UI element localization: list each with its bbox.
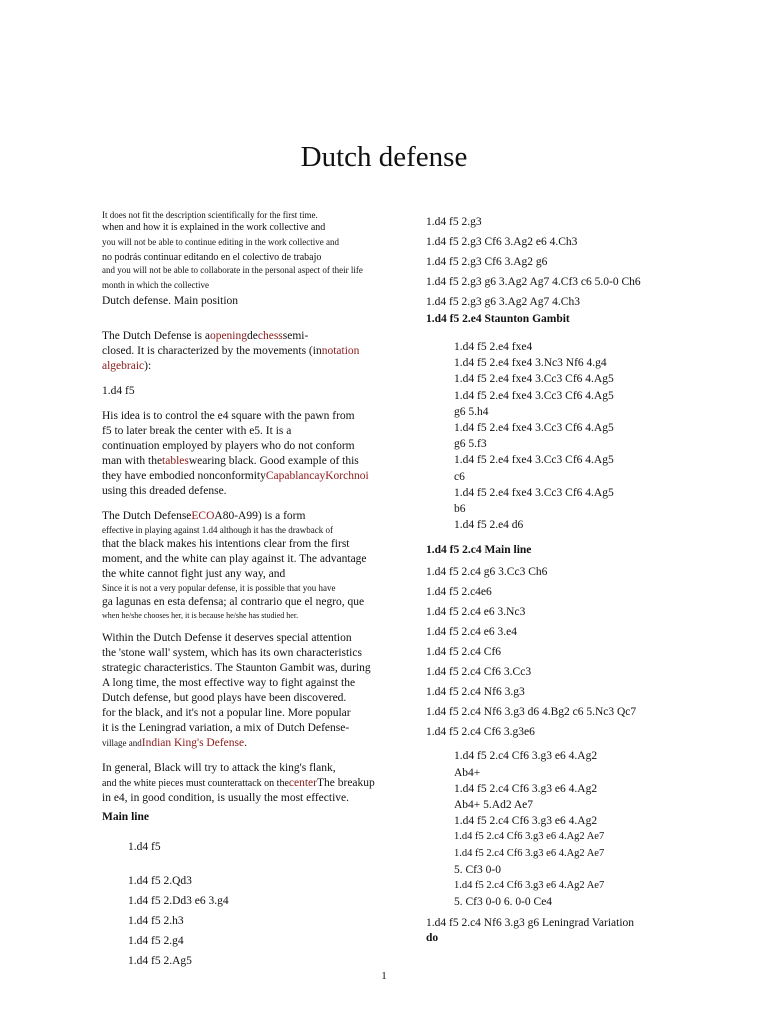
move-text: 1.d4 f5 2.c4 Cf6 3.g3 e6 4.Ag2 Ae7 [454, 847, 605, 859]
main-line-move: 1.d4 f5 2.g4 [128, 935, 184, 947]
move-text: 5. Cf3 0-0 [454, 863, 501, 876]
move-line [454, 388, 676, 420]
move-text: 1.d4 f5 2.e4 fxe4 3.Cc3 Cf6 4.Ag5 [454, 422, 614, 435]
paragraph-text: wearing black. Good example of this [188, 455, 359, 467]
notice-line: It does not fit the description scientifically for the first time. [102, 210, 318, 220]
left-column [102, 210, 394, 971]
main-line-heading: Main line [102, 811, 149, 823]
move-line [454, 829, 676, 845]
paragraph-line: Dutch defense, but good plays have been discovered. [102, 692, 347, 704]
move-line: 1.d4 f5 2.g3 g6 3.Ag2 Ag7 4.Ch3 [426, 296, 580, 308]
paragraph-line: using this dreaded defense. [102, 485, 227, 497]
notice-line: you will not be able to continue editing in the work collective and [102, 237, 339, 247]
link-center[interactable]: center [288, 777, 317, 789]
staunton-lines [426, 339, 676, 533]
move-line [454, 517, 676, 533]
link-chess[interactable]: chess [257, 330, 283, 342]
link-opening[interactable]: opening [209, 330, 247, 342]
move-text: g6 5.h4 [454, 405, 489, 418]
move-text: 1.d4 f5 2.c4 Cf6 3.g3 e6 4.Ag2 Ae7 [454, 880, 605, 892]
move-line: 1.d4 f5 2.c4 e6 3.e4 [426, 626, 518, 639]
c4-lines [426, 562, 676, 742]
idea-paragraph [102, 409, 394, 499]
move-text: 1.d4 f5 2.e4 d6 [454, 519, 524, 532]
paragraph-text: and the white pieces must counterattack on the [102, 778, 289, 789]
move-line [454, 420, 676, 452]
main-line-move: 1.d4 f5 2.h3 [128, 915, 184, 927]
notice-line: no podrás continuar editando en el colectivo de trabajo [102, 252, 322, 263]
move-text: 1.d4 f5 2.c4 Cf6 3.g3 e6 4.Ag2 [454, 815, 598, 828]
move-text: 5. Cf3 0-0 6. 0-0 Ce4 [454, 896, 553, 909]
move-line: 1.d4 f5 2.c4 Cf6 3.g3e6 [426, 726, 535, 739]
paragraph-text: man with the [102, 455, 163, 467]
link-tables[interactable]: tables [162, 455, 189, 467]
eco-paragraph [102, 509, 394, 621]
staunton-heading: 1.d4 f5 2.e4 Staunton Gambit [426, 313, 570, 325]
move-text: Ab4+ [454, 766, 481, 779]
link-y[interactable]: y [319, 470, 326, 482]
paragraph-line: ga lagunas en esta defensa; al contrario que el negro, que [102, 596, 365, 608]
paragraph-line: the white cannot fight just any way, and [102, 568, 286, 580]
paragraph-line: Within the Dutch Defense it deserves special attention [102, 632, 352, 644]
move-line [454, 748, 676, 780]
move-line [454, 339, 676, 355]
move-line: 1.d4 f5 2.c4 e6 3.Nc3 [426, 606, 526, 619]
paragraph-line: Since it is not a very popular defense, it is possible that you have [102, 583, 336, 593]
paragraph-line: In general, Black will try to attack the king's flank, [102, 762, 336, 774]
notice-box [102, 210, 394, 294]
link-eco[interactable]: ECO [191, 510, 215, 522]
move-line: 1.d4 f5 2.c4e6 [426, 586, 492, 599]
paragraph-text: . [244, 737, 247, 749]
main-line-move: 1.d4 f5 2.Dd3 e6 3.g4 [128, 895, 229, 907]
move-line: 1.d4 f5 2.g3 Cf6 3.Ag2 g6 [426, 256, 548, 268]
move-line [454, 878, 676, 910]
move-line: 1.d4 f5 2.c4 Cf6 [426, 646, 502, 659]
intro-text: semi- [282, 330, 309, 342]
stonewall-paragraph [102, 631, 394, 751]
move-line [454, 846, 676, 878]
move-line: 1.d4 f5 2.c4 Nf6 3.g3 d6 4.Bg2 c6 5.Nc3 Qc7 [426, 706, 637, 719]
intro-text: ): [144, 360, 152, 372]
flank-paragraph [102, 761, 394, 806]
leningrad-line: 1.d4 f5 2.c4 Nf6 3.g3 g6 Leningrad Variation [426, 917, 635, 930]
main-line-move: 1.d4 f5 2.Ag5 [128, 955, 192, 967]
paragraph-text: The Dutch Defense [102, 510, 192, 522]
move-text: 1.d4 f5 2.e4 fxe4 3.Cc3 Cf6 4.Ag5 [454, 454, 614, 467]
move-text: 1.d4 f5 2.e4 fxe4 [454, 341, 533, 353]
paragraph-line: that the black makes his intentions clear from the first [102, 538, 350, 550]
move-line: 1.d4 f5 2.g3 Cf6 3.Ag2 e6 4.Ch3 [426, 236, 578, 248]
move-line [454, 452, 676, 484]
link-notation[interactable]: notation [321, 345, 360, 357]
paragraph-text: The breakup [316, 777, 375, 789]
move-line: 1.d4 f5 2.g3 [426, 216, 482, 228]
move-text: 1.d4 f5 2.c4 Cf6 3.g3 e6 4.Ag2 Ae7 [454, 831, 605, 843]
paragraph-line: A long time, the most effective way to fight against the [102, 677, 356, 689]
paragraph-line: continuation employed by players who do not conform [102, 440, 355, 452]
link-indian-kings-defense[interactable]: Indian King's Defense [141, 737, 245, 749]
move-text: g6 5.f3 [454, 438, 487, 451]
move-text: c6 [454, 470, 465, 483]
move-line: 1.d4 f5 2.c4 Nf6 3.g3 [426, 686, 525, 699]
main-line-list [102, 871, 394, 971]
page-title: Dutch defense [300, 141, 468, 174]
paragraph-line: it is the Leningrad variation, a mix of Dutch Defense- [102, 722, 350, 734]
paragraph-line: for the black, and it's not a popular line. More popular [102, 707, 351, 719]
c4-heading: 1.d4 f5 2.c4 Main line [426, 544, 532, 557]
intro-text: de [247, 330, 258, 342]
paragraph-line: moment, and the white can play against it. The advantage [102, 553, 367, 565]
move-line: 1.d4 f5 2.c4 Cf6 3.Cc3 [426, 666, 532, 679]
move-text: 1.d4 f5 2.e4 fxe4 3.Cc3 Cf6 4.Ag5 [454, 486, 614, 499]
paragraph-text: they have embodied nonconformity [102, 470, 266, 482]
first-move: 1.d4 f5 [102, 385, 135, 397]
move-line [454, 813, 676, 829]
move-line: 1.d4 f5 2.c4 g6 3.Cc3 Ch6 [426, 566, 548, 579]
page-number: 1 [381, 970, 387, 982]
main-line-move: 1.d4 f5 2.Qd3 [128, 875, 192, 887]
move-text: 1.d4 f5 2.e4 fxe4 3.Nc3 Nf6 4.g4 [454, 357, 607, 370]
paragraph-line: strategic characteristics. The Staunton Gambit was, during [102, 662, 371, 674]
move-text: Ab4+ 5.Ad2 Ae7 [454, 799, 533, 812]
paragraph-text: A80-A99) is a form [214, 510, 306, 522]
move-line [454, 781, 676, 813]
link-algebraic[interactable]: algebraic [102, 360, 145, 372]
intro-text: The Dutch Defense is a [102, 330, 210, 342]
move-text: 1.d4 f5 2.e4 fxe4 3.Cc3 Cf6 4.Ag5 [454, 373, 614, 386]
move-line [454, 485, 676, 517]
paragraph-line: the 'stone wall' system, which has its own characteristics [102, 647, 362, 659]
main-line-move: 1.d4 f5 [128, 841, 161, 853]
right-column [426, 212, 676, 946]
move-text: b6 [454, 503, 466, 516]
c4-sub-lines [426, 748, 676, 910]
link-korchnoi[interactable]: Korchnoi [325, 470, 369, 482]
paragraph-line: effective in playing against 1.d4 although it has the drawback of [102, 525, 334, 535]
move-line [454, 355, 676, 371]
move-line: 1.d4 f5 2.g3 g6 3.Ag2 Ag7 4.Cf3 c6 5.0-0 Ch6 [426, 276, 641, 288]
paragraph-line: f5 to later break the center with e5. It is a [102, 425, 292, 437]
notice-line: and you will not be able to collaborate in the personal aspect of their life [102, 265, 363, 275]
leningrad-tail: do [426, 932, 439, 945]
move-text: 1.d4 f5 2.e4 fxe4 3.Cc3 Cf6 4.Ag5 [454, 389, 614, 402]
intro-paragraph [102, 329, 394, 374]
link-capablanca[interactable]: Capablanca [265, 470, 320, 482]
paragraph-line: His idea is to control the e4 square with the pawn from [102, 410, 355, 422]
paragraph-text: village and [102, 738, 142, 748]
move-text: 1.d4 f5 2.c4 Cf6 3.g3 e6 4.Ag2 [454, 782, 598, 795]
move-text: 1.d4 f5 2.c4 Cf6 3.g3 e6 4.Ag2 [454, 750, 598, 763]
notice-line: month in which the collective [102, 280, 209, 290]
figure-caption: Dutch defense. Main position [102, 295, 239, 307]
notice-line: when and how it is explained in the work collective and [102, 222, 326, 233]
paragraph-line: in e4, in good condition, is usually the most effective. [102, 792, 349, 804]
intro-text: closed. It is characterized by the movements (in [102, 345, 322, 357]
g3-lines [426, 212, 676, 312]
move-line [454, 371, 676, 387]
paragraph-line: when he/she chooses her, it is because he/she has studied her. [102, 611, 299, 620]
